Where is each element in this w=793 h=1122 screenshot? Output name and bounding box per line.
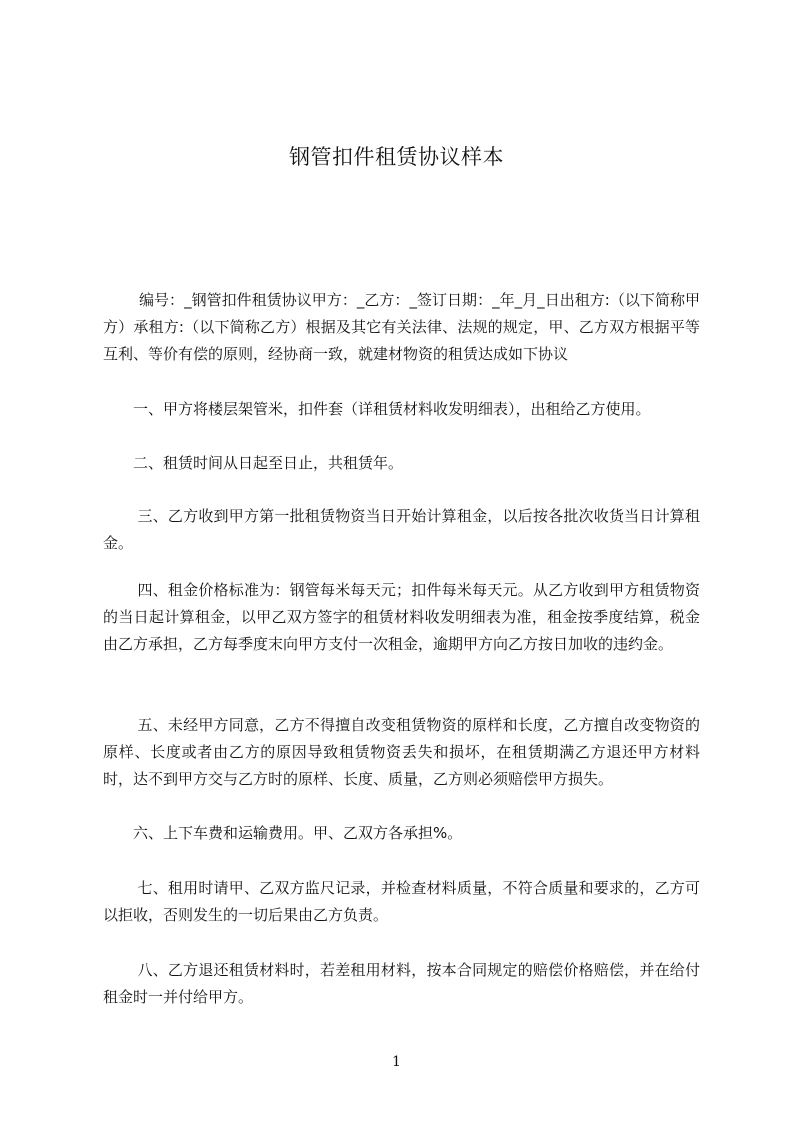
clause-3-paragraph: 三、乙方收到甲方第一批租赁物资当日开始计算租金，以后按各批次收货当日计算租金。 — [103, 507, 700, 552]
clause-2-paragraph: 二、租赁时间从日起至日止，共租赁年。 — [133, 454, 404, 472]
clause-1-paragraph: 一、甲方将楼层架管米，扣件套（详租赁材料收发明细表），出租给乙方使用。 — [133, 400, 651, 418]
document-title: 钢管扣件租赁协议样本 — [289, 145, 504, 169]
intro-paragraph: 编号：_钢管扣件租赁协议甲方：_乙方：_签订日期：_年_月_日出租方:（以下简称甲方）承租方:（以下简称乙方）根据及其它有关法律、法规的规定，甲、乙方双方根据平等互利、等价有偿的原则，经协商一致，就建材物资的租赁达成如下协议 — [103, 291, 700, 363]
clause-7-paragraph: 七、租用时请甲、乙双方监尺记录，并检查材料质量，不符合质量和要求的，乙方可以拒收，否则发生的一切后果由乙方负责。 — [103, 879, 700, 924]
clause-5-paragraph: 五、未经甲方同意，乙方不得擅自改变租赁物资的原样和长度，乙方擅自改变物资的原样、长度或者由乙方的原因导致租赁物资丢失和损坏，在租赁期满乙方退还甲方材料时，达不到甲方交与乙方时的原样、长度、质量，乙方则必须赔偿甲方损失。 — [103, 716, 700, 788]
clause-8-paragraph: 八、乙方退还租赁材料时，若差租用材料，按本合同规定的赔偿价格赔偿，并在给付租金时一并付给甲方。 — [103, 961, 700, 1006]
clause-6-paragraph: 六、上下车费和运输费用。甲、乙双方各承担%。 — [133, 824, 463, 842]
clause-4-paragraph: 四、租金价格标准为：钢管每米每天元；扣件每米每天元。从乙方收到甲方租赁物资的当日起计算租金，以甲乙双方签字的租赁材料收发明细表为准，租金按季度结算，税金由乙方承担，乙方每季度末向甲方支付一次租金，逾期甲方向乙方按日加收的违约金。 — [103, 581, 700, 653]
page-number: 1 — [392, 1054, 401, 1070]
